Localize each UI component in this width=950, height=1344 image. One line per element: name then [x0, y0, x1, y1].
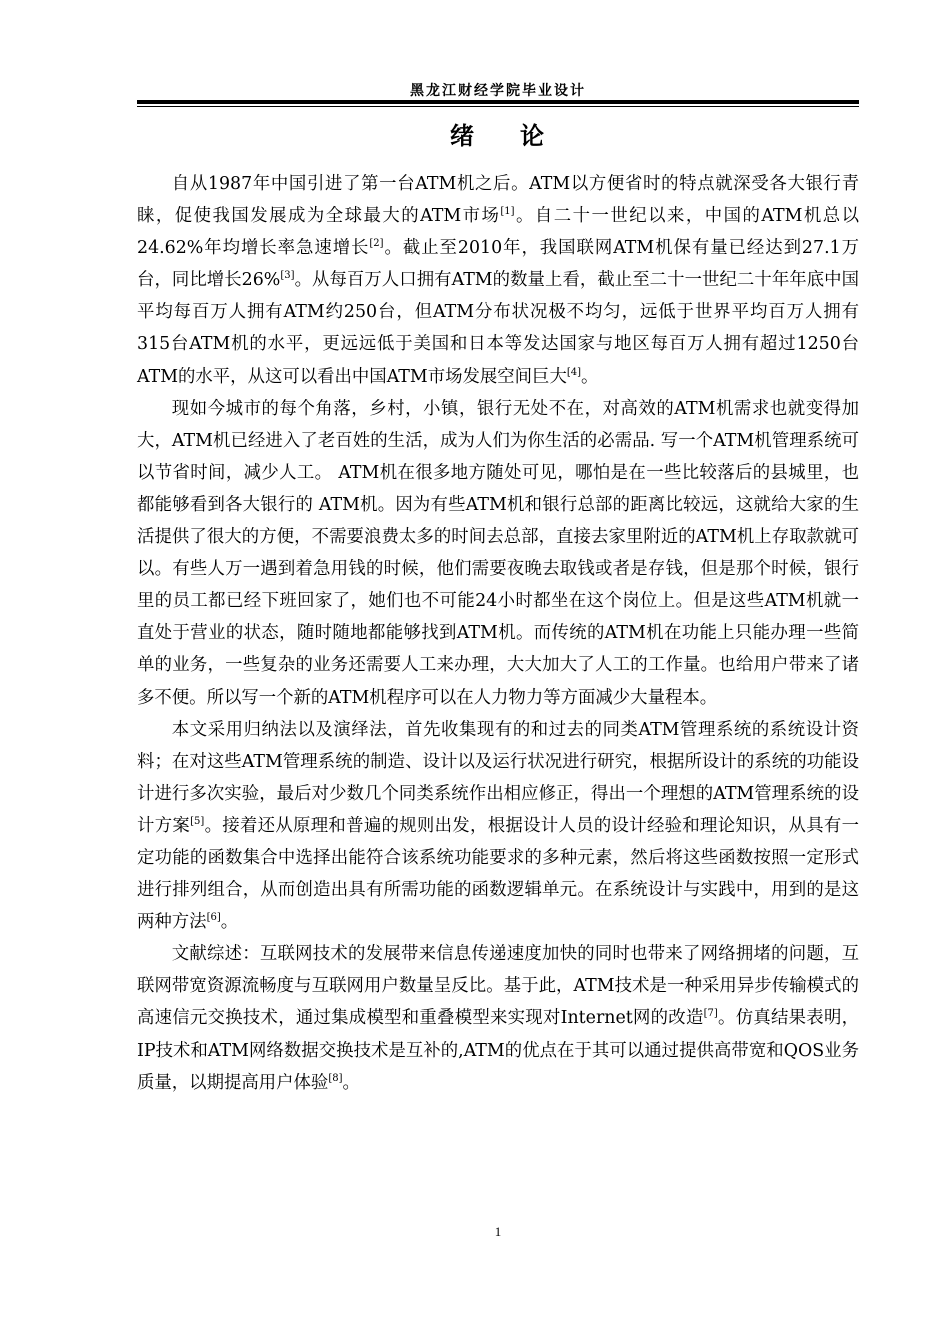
page-number: 1 — [494, 1224, 502, 1239]
text-run: 。 — [342, 1072, 360, 1093]
text-run: 。自二十一世纪以来，中国的ATM机总以24.62%年均增长率急速增长 — [137, 206, 860, 259]
text-run: 。 — [581, 366, 599, 387]
citation-4: [4] — [566, 366, 582, 378]
citation-3: [3] — [280, 270, 295, 282]
running-header: 黑龙江财经学院毕业设计 — [410, 83, 586, 99]
text-run: 。截止至2010年，我国联网ATM机保有量已经达到27.1万台，同比增长26% — [137, 238, 860, 291]
text-run: 本文采用归纳法以及演绎法，首先收集现有的和过去的同类ATM管理系统的系统设计资料；在对这些ATM管理系统的制造、设计以及运行状况进行研究，根据所设计的系统的功能设计进行多次实验，最后对少数几个同类系统作出相应修正，得出一个理想的ATM管理系统的设计方案 — [137, 719, 859, 836]
text-run: 文献综述：互联网技术的发展带来信息传递速度加快的同时也带来了网络拥堵的问题，互联网带宽资源流畅度与互联网用户数量呈反比。基于此，ATM技术是一种采用异步传输模式的高速信元交换技术，通过集成模型和重叠模型来实现对Internet网的改造 — [137, 944, 859, 1029]
chapter-title — [137, 116, 859, 151]
citation-7: [7] — [703, 1008, 718, 1020]
citation-6: [6] — [206, 912, 221, 924]
header-rule-thick — [137, 100, 859, 104]
paragraph-2 — [137, 393, 859, 714]
text-run: 。接着还从原理和普遍的规则出发，根据设计人员的设计经验和理论知识，从具有一定功能的函数集合中选择出能符合该系统功能要求的多种元素，然后将这些函数按照一定形式进行排列组合，从而创造出具有所需功能的函数逻辑单元。在系统设计与实践中，用到的是这两种方法 — [137, 815, 859, 933]
text-run: 现如今城市的每个角落，乡村，小镇，银行无处不在，对高效的ATM机需求也就变得加大，ATM机已经进入了老百姓的生活，成为人们为你生活的必需品. 写一个ATM机管理系统可以节省时间，减少人工。 ATM机在很多地方随处可见，哪怕是在一些比较落后的县城里，也都能够看到各大银行的 ATM机。因为有些ATM机和银行总部的距离比较远，这就给大家的生活提供了很大的方便，不需要浪费太多的时间去总部，直接去家里附近的ATM机上存取款就可以。有些人万一遇到着急用钱的时候，他们需要夜晚去取钱或者是存钱，但是那个时候，银行里的员工都已经下班回家了，她们也不可能24小时都坐在这个岗位上。但是这些ATM机就一直处于营业的状态，随时随地都能够找到ATM机。而传统的ATM机在功能上只能办理一些简单的业务，一些复杂的业务还需要人工来办理，大大加大了人工的工作量。也给用户带来了诸多不便。所以写一个新的ATM机程序可以在人力物力等方面减少大量程本。 — [137, 398, 859, 708]
text-run: 。 — [220, 912, 239, 933]
title-char-2: 论 — [520, 122, 546, 150]
citation-8: [8] — [328, 1072, 343, 1084]
citation-5: [5] — [190, 816, 205, 828]
citation-2: [2] — [369, 238, 384, 250]
paragraph-3 — [137, 714, 859, 939]
text-run: 自从1987年中国引进了第一台ATM机之后。ATM以方便省时的特点就深受各大银行青睐，促使我国发展成为全球最大的ATM市场 — [137, 174, 859, 227]
text-run: 。从每百万人口拥有ATM的数量上看，截止至二十一世纪二十年年底中国平均每百万人拥有ATM约250台，但ATM分布状况极不均匀，远低于世界平均百万人拥有315台ATM机的水平，更远远低于美国和日本等发达国家与地区每百万人拥有超过1250台ATM的水平，从这可以看出中国ATM市场发展空间巨大 — [137, 270, 859, 387]
title-char-1: 绪 — [450, 122, 476, 150]
paragraph-1 — [137, 168, 859, 393]
text-run: 。仿真结果表明，IP技术和ATM网络数据交换技术是互补的,ATM的优点在于其可以通过提供高带宽和QOS业务质量，以期提高用户体验 — [137, 1008, 859, 1093]
document-body — [137, 168, 859, 1099]
citation-1: [1] — [500, 206, 515, 218]
header-rule-thin — [137, 106, 859, 107]
paragraph-4 — [137, 938, 859, 1098]
